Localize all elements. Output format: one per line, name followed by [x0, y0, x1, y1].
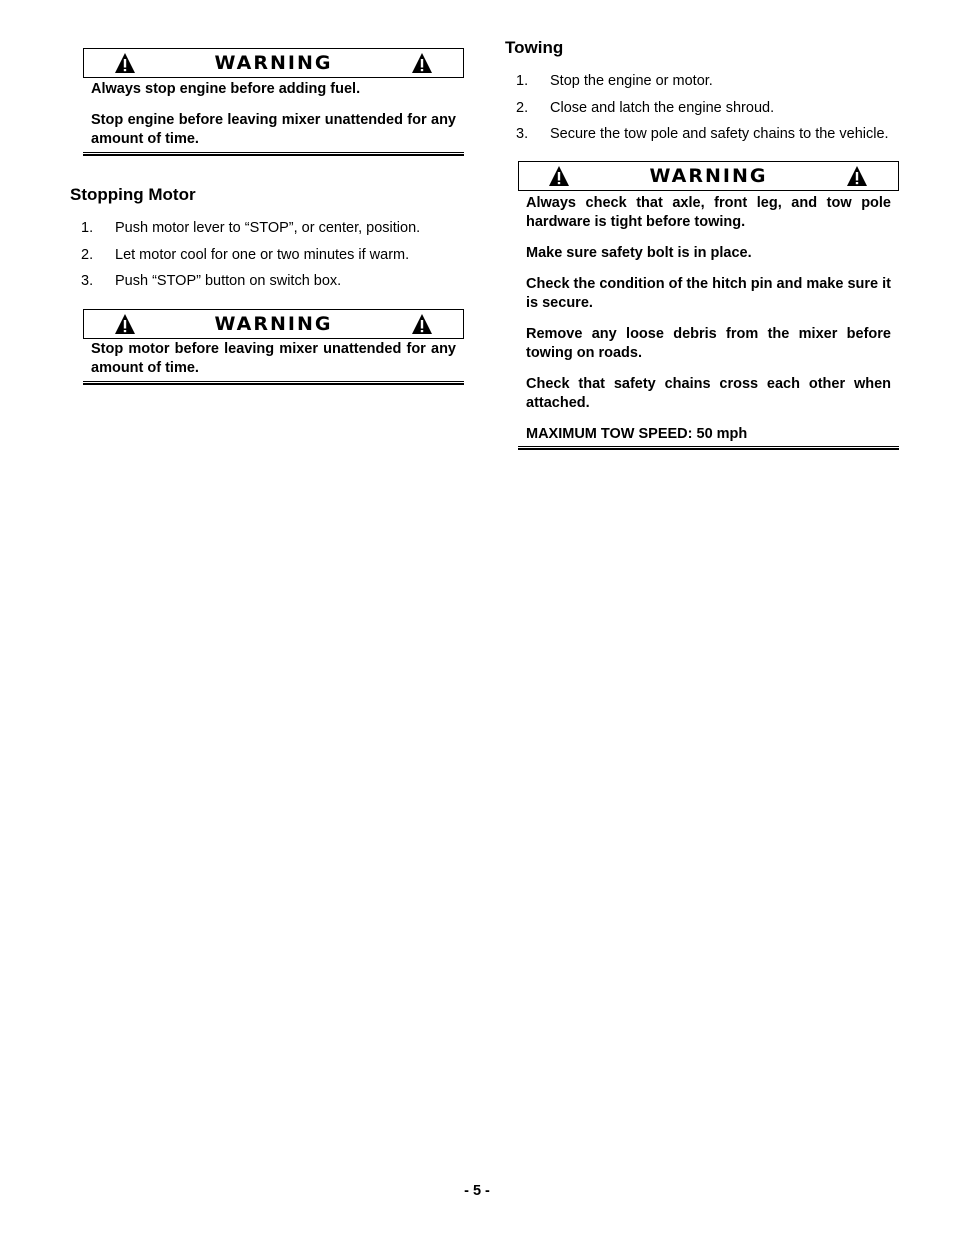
- step-text: Push “STOP” button on switch box.: [115, 273, 342, 289]
- step-number: 3.: [516, 126, 529, 142]
- warning-text: MAXIMUM TOW SPEED: 50 mph: [526, 426, 748, 442]
- warning-banner-2: [83, 309, 464, 339]
- step-text: Stop the engine or motor.: [550, 73, 713, 89]
- warning-text: Stop engine before leaving mixer unattended for any amount of time.: [91, 112, 456, 147]
- warning-text: Check that safety chains cross each other when attached.: [526, 376, 891, 411]
- section-heading: Stopping Motor: [70, 185, 196, 204]
- step-number: 3.: [81, 273, 94, 289]
- section-rule: [83, 152, 464, 156]
- towing-steps-list: [516, 72, 946, 152]
- warning-triangle-icon: [411, 313, 433, 335]
- warning-text: Check the condition of the hitch pin and make sure it is secure.: [526, 276, 891, 311]
- section-rule: [518, 446, 899, 450]
- warning-triangle-icon: [411, 52, 433, 74]
- warning-label: WARNING: [214, 52, 333, 74]
- page-number: - 5 -: [464, 1183, 490, 1199]
- warning-label: WARNING: [214, 313, 333, 335]
- list-item: [516, 99, 946, 126]
- warning-banner-1: [83, 48, 464, 78]
- list-item: [81, 272, 461, 299]
- warning-text: Always stop engine before adding fuel.: [91, 81, 361, 97]
- step-text: Let motor cool for one or two minutes if warm.: [115, 246, 410, 263]
- list-item: [516, 125, 946, 152]
- step-number: 1.: [516, 73, 529, 89]
- step-number: 2.: [81, 246, 94, 263]
- warning-text: Stop motor before leaving mixer unattended for any amount of time.: [91, 341, 456, 376]
- list-item: [81, 219, 461, 246]
- warning-triangle-icon: [846, 165, 868, 187]
- warning-label: WARNING: [649, 165, 768, 187]
- warning-text: Make sure safety bolt is in place.: [526, 245, 752, 261]
- step-text: Push motor lever to “STOP”, or center, position.: [115, 220, 421, 236]
- list-item: [516, 72, 946, 99]
- section-heading: Towing: [505, 38, 564, 57]
- step-number: 1.: [81, 220, 94, 236]
- warning-banner-3: [518, 161, 899, 191]
- step-text: Close and latch the engine shroud.: [550, 99, 775, 116]
- step-text: Secure the tow pole and safety chains to the vehicle.: [550, 126, 889, 142]
- step-number: 2.: [516, 99, 529, 116]
- warning-text: Remove any loose debris from the mixer before towing on roads.: [526, 326, 891, 361]
- warning-text: Always check that axle, front leg, and tow pole hardware is tight before towing.: [526, 195, 891, 230]
- stopping-steps-list: [81, 219, 461, 299]
- section-rule: [83, 381, 464, 385]
- list-item: [81, 246, 461, 273]
